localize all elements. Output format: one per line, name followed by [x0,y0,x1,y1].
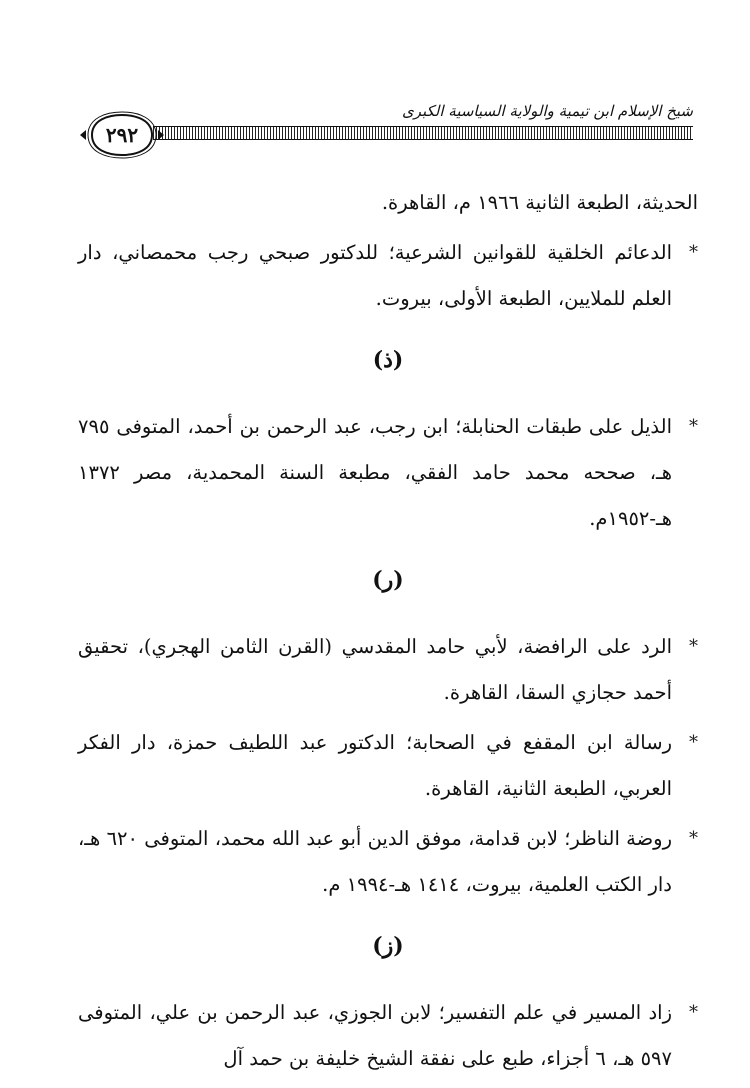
bibliography-entry [78,720,698,812]
entry-text: رسالة ابن المقفع في الصحابة؛ الدكتور عبد اللطيف حمزة، دار الفكر العربي، الطبعة الثانية، القاهرة. [78,731,672,800]
page-header [78,96,693,176]
entry-text: زاد المسير في علم التفسير؛ لابن الجوزي، عبد الرحمن بن علي، المتوفى ٥٩٧ هـ، ٦ أجزاء، طبع على نفقة الشيخ خليفة بن حمد آل [78,1001,672,1070]
bibliography-entry [78,990,698,1082]
bibliography-entry [78,624,698,716]
entry-text: الرد على الرافضة، لأبي حامد المقدسي (القرن الثامن الهجري)، تحقيق أحمد حجازي السقا، القاهرة. [78,635,672,704]
asterisk-bullet-icon: * [689,242,698,263]
asterisk-bullet-icon: * [689,732,698,753]
asterisk-bullet-icon: * [689,1002,698,1023]
section-heading-dhal: (ذ) [372,347,404,373]
bibliography-entry [78,230,698,322]
page-number-badge [78,110,166,160]
entry-text: الدعائم الخلقية للقوانين الشرعية؛ للدكتور صبحي رجب محمصاني، دار العلم للملايين، الطبعة الأولى، بيروت. [78,241,672,310]
asterisk-bullet-icon: * [689,636,698,657]
header-rule [153,126,693,140]
bibliography-entry [78,404,698,542]
bibliography-entry [78,816,698,908]
page-number: ٢٩٢ [105,123,139,147]
bibliography-content [78,180,698,1086]
asterisk-bullet-icon: * [689,416,698,437]
asterisk-bullet-icon: * [689,828,698,849]
entry-text: روضة الناظر؛ لابن قدامة، موفق الدين أبو عبد الله محمد، المتوفى ٦٢٠ هـ، دار الكتب العلمية، بيروت، ١٤١٤ هـ-١٩٩٤ م. [78,827,672,896]
continuation-text: الحديثة، الطبعة الثانية ١٩٦٦ م، القاهرة. [381,191,698,214]
section-heading-zay: (ز) [372,933,404,959]
section-heading-ra: (ر) [372,567,404,593]
running-title: شيخ الإسلام ابن تيمية والولاية السياسية الكبرى [401,102,693,120]
entry-text: الذيل على طبقات الحنابلة؛ ابن رجب، عبد الرحمن بن أحمد، المتوفى ٧٩٥ هـ، صححه محمد حامد الفقي، مطبعة السنة المحمدية، مصر ١٣٧٢ هـ-١٩٥٢م. [78,415,672,530]
